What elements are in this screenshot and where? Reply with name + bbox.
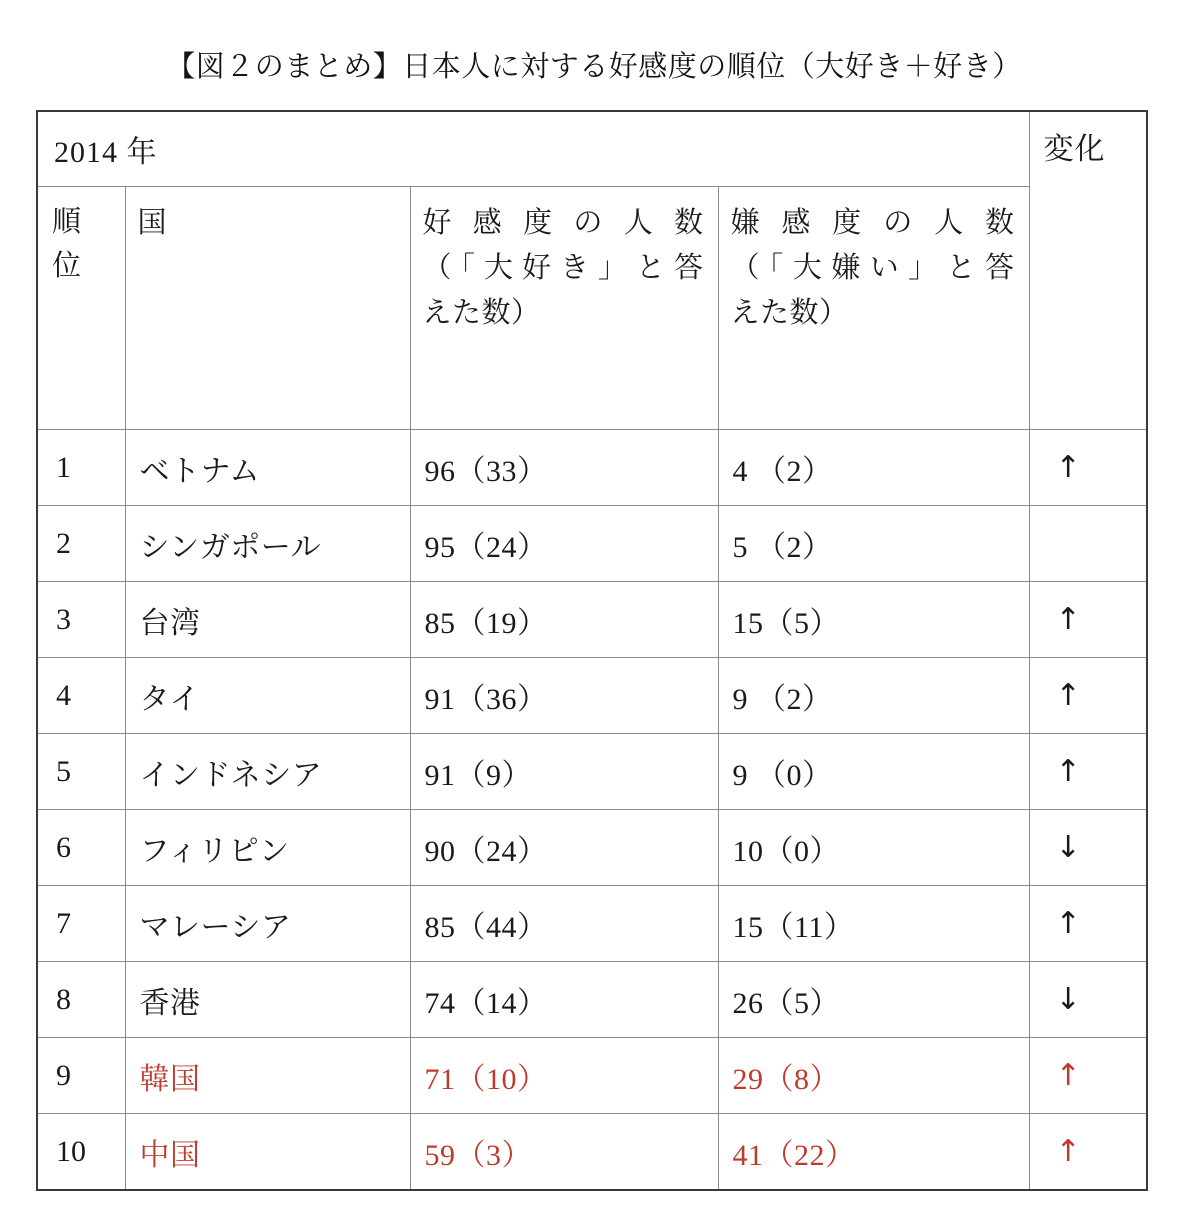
- column-header-country: [125, 187, 410, 430]
- cell-dislike-count: 9 （0）: [718, 734, 1029, 810]
- cell-dislike-count: 5 （2）: [718, 506, 1029, 582]
- cell-dislike-count: 10（0）: [718, 810, 1029, 886]
- cell-country: インドネシア: [125, 734, 410, 810]
- arrow-up-icon: ↑: [1055, 677, 1081, 713]
- table-row: [37, 658, 1147, 734]
- arrow-up-icon: ↑: [1055, 1057, 1081, 1093]
- cell-country: タイ: [125, 658, 410, 734]
- cell-change-indicator: [1029, 1038, 1147, 1114]
- column-header-like-line1: 好感度の人数: [422, 207, 704, 239]
- cell-like-count: 91（36）: [410, 658, 718, 734]
- cell-rank: 7: [37, 886, 125, 962]
- cell-change-indicator: [1029, 886, 1147, 962]
- table-body: [37, 111, 1147, 1190]
- column-header-like-line3: えた数）: [422, 296, 541, 329]
- arrow-up-icon: ↑: [1055, 1133, 1081, 1169]
- column-header-rank-line2: 位: [52, 249, 82, 282]
- cell-dislike-count: 29（8）: [718, 1038, 1029, 1114]
- cell-change-indicator: [1029, 506, 1147, 582]
- cell-rank: 3: [37, 582, 125, 658]
- arrow-up-icon: ↑: [1055, 905, 1081, 941]
- column-header-rank-line1: 順: [52, 206, 82, 238]
- column-header-dislike: [718, 187, 1029, 430]
- cell-change-indicator: [1029, 810, 1147, 886]
- column-header-like-line2: （「大好き」と答: [422, 251, 704, 284]
- cell-like-count: 71（10）: [410, 1038, 718, 1114]
- cell-rank: 9: [37, 1038, 125, 1114]
- ranking-table-container: [36, 110, 1146, 1191]
- table-row: [37, 430, 1147, 506]
- cell-like-count: 74（14）: [410, 962, 718, 1038]
- cell-dislike-count: 4 （2）: [718, 430, 1029, 506]
- column-header-dislike-line2: （「大嫌い」と答: [730, 251, 1015, 284]
- table-row: [37, 506, 1147, 582]
- table-row: [37, 886, 1147, 962]
- arrow-up-icon: ↑: [1055, 753, 1081, 789]
- column-header-dislike-line1: 嫌感度の人数: [730, 207, 1015, 239]
- cell-dislike-count: 41（22）: [718, 1114, 1029, 1191]
- cell-country: 香港: [125, 962, 410, 1038]
- cell-change-indicator: [1029, 734, 1147, 810]
- cell-country: フィリピン: [125, 810, 410, 886]
- cell-rank: 6: [37, 810, 125, 886]
- arrow-down-icon: ↓: [1055, 829, 1081, 865]
- cell-rank: 2: [37, 506, 125, 582]
- cell-rank: 8: [37, 962, 125, 1038]
- cell-country: 韓国: [125, 1038, 410, 1114]
- table-row: [37, 734, 1147, 810]
- cell-country: 中国: [125, 1114, 410, 1191]
- column-header-rank: [37, 187, 125, 430]
- column-header-dislike-line3: えた数）: [730, 296, 849, 329]
- cell-rank: 1: [37, 430, 125, 506]
- table-column-header-row: [37, 187, 1147, 430]
- table-row: [37, 582, 1147, 658]
- ranking-table: [36, 110, 1148, 1191]
- cell-dislike-count: 9 （2）: [718, 658, 1029, 734]
- cell-rank: 10: [37, 1114, 125, 1191]
- cell-change-indicator: [1029, 582, 1147, 658]
- column-header-like: [410, 187, 718, 430]
- table-row: [37, 1114, 1147, 1191]
- cell-change-indicator: [1029, 430, 1147, 506]
- cell-dislike-count: 15（11）: [718, 886, 1029, 962]
- cell-change-indicator: [1029, 658, 1147, 734]
- table-header-band-row: [37, 111, 1147, 187]
- cell-dislike-count: 26（5）: [718, 962, 1029, 1038]
- cell-like-count: 95（24）: [410, 506, 718, 582]
- cell-dislike-count: 15（5）: [718, 582, 1029, 658]
- cell-like-count: 59（3）: [410, 1114, 718, 1191]
- table-row: [37, 962, 1147, 1038]
- arrow-down-icon: ↓: [1055, 981, 1081, 1017]
- arrow-up-icon: ↑: [1055, 601, 1081, 637]
- cell-country: 台湾: [125, 582, 410, 658]
- cell-like-count: 90（24）: [410, 810, 718, 886]
- cell-like-count: 91（9）: [410, 734, 718, 810]
- cell-country: シンガポール: [125, 506, 410, 582]
- cell-rank: 4: [37, 658, 125, 734]
- page-title: 【図２のまとめ】日本人に対する好感度の順位（大好き＋好き）: [166, 51, 1022, 83]
- column-header-country-label: 国: [137, 207, 168, 239]
- cell-country: ベトナム: [125, 430, 410, 506]
- cell-like-count: 96（33）: [410, 430, 718, 506]
- cell-like-count: 85（44）: [410, 886, 718, 962]
- cell-change-indicator: [1029, 1114, 1147, 1191]
- cell-change-indicator: [1029, 962, 1147, 1038]
- cell-rank: 5: [37, 734, 125, 810]
- cell-country: マレーシア: [125, 886, 410, 962]
- header-year-label: 2014 年: [37, 111, 1029, 187]
- cell-like-count: 85（19）: [410, 582, 718, 658]
- table-row: [37, 1038, 1147, 1114]
- arrow-up-icon: ↑: [1055, 449, 1081, 485]
- table-row: [37, 810, 1147, 886]
- header-change-label: 変化: [1029, 111, 1147, 430]
